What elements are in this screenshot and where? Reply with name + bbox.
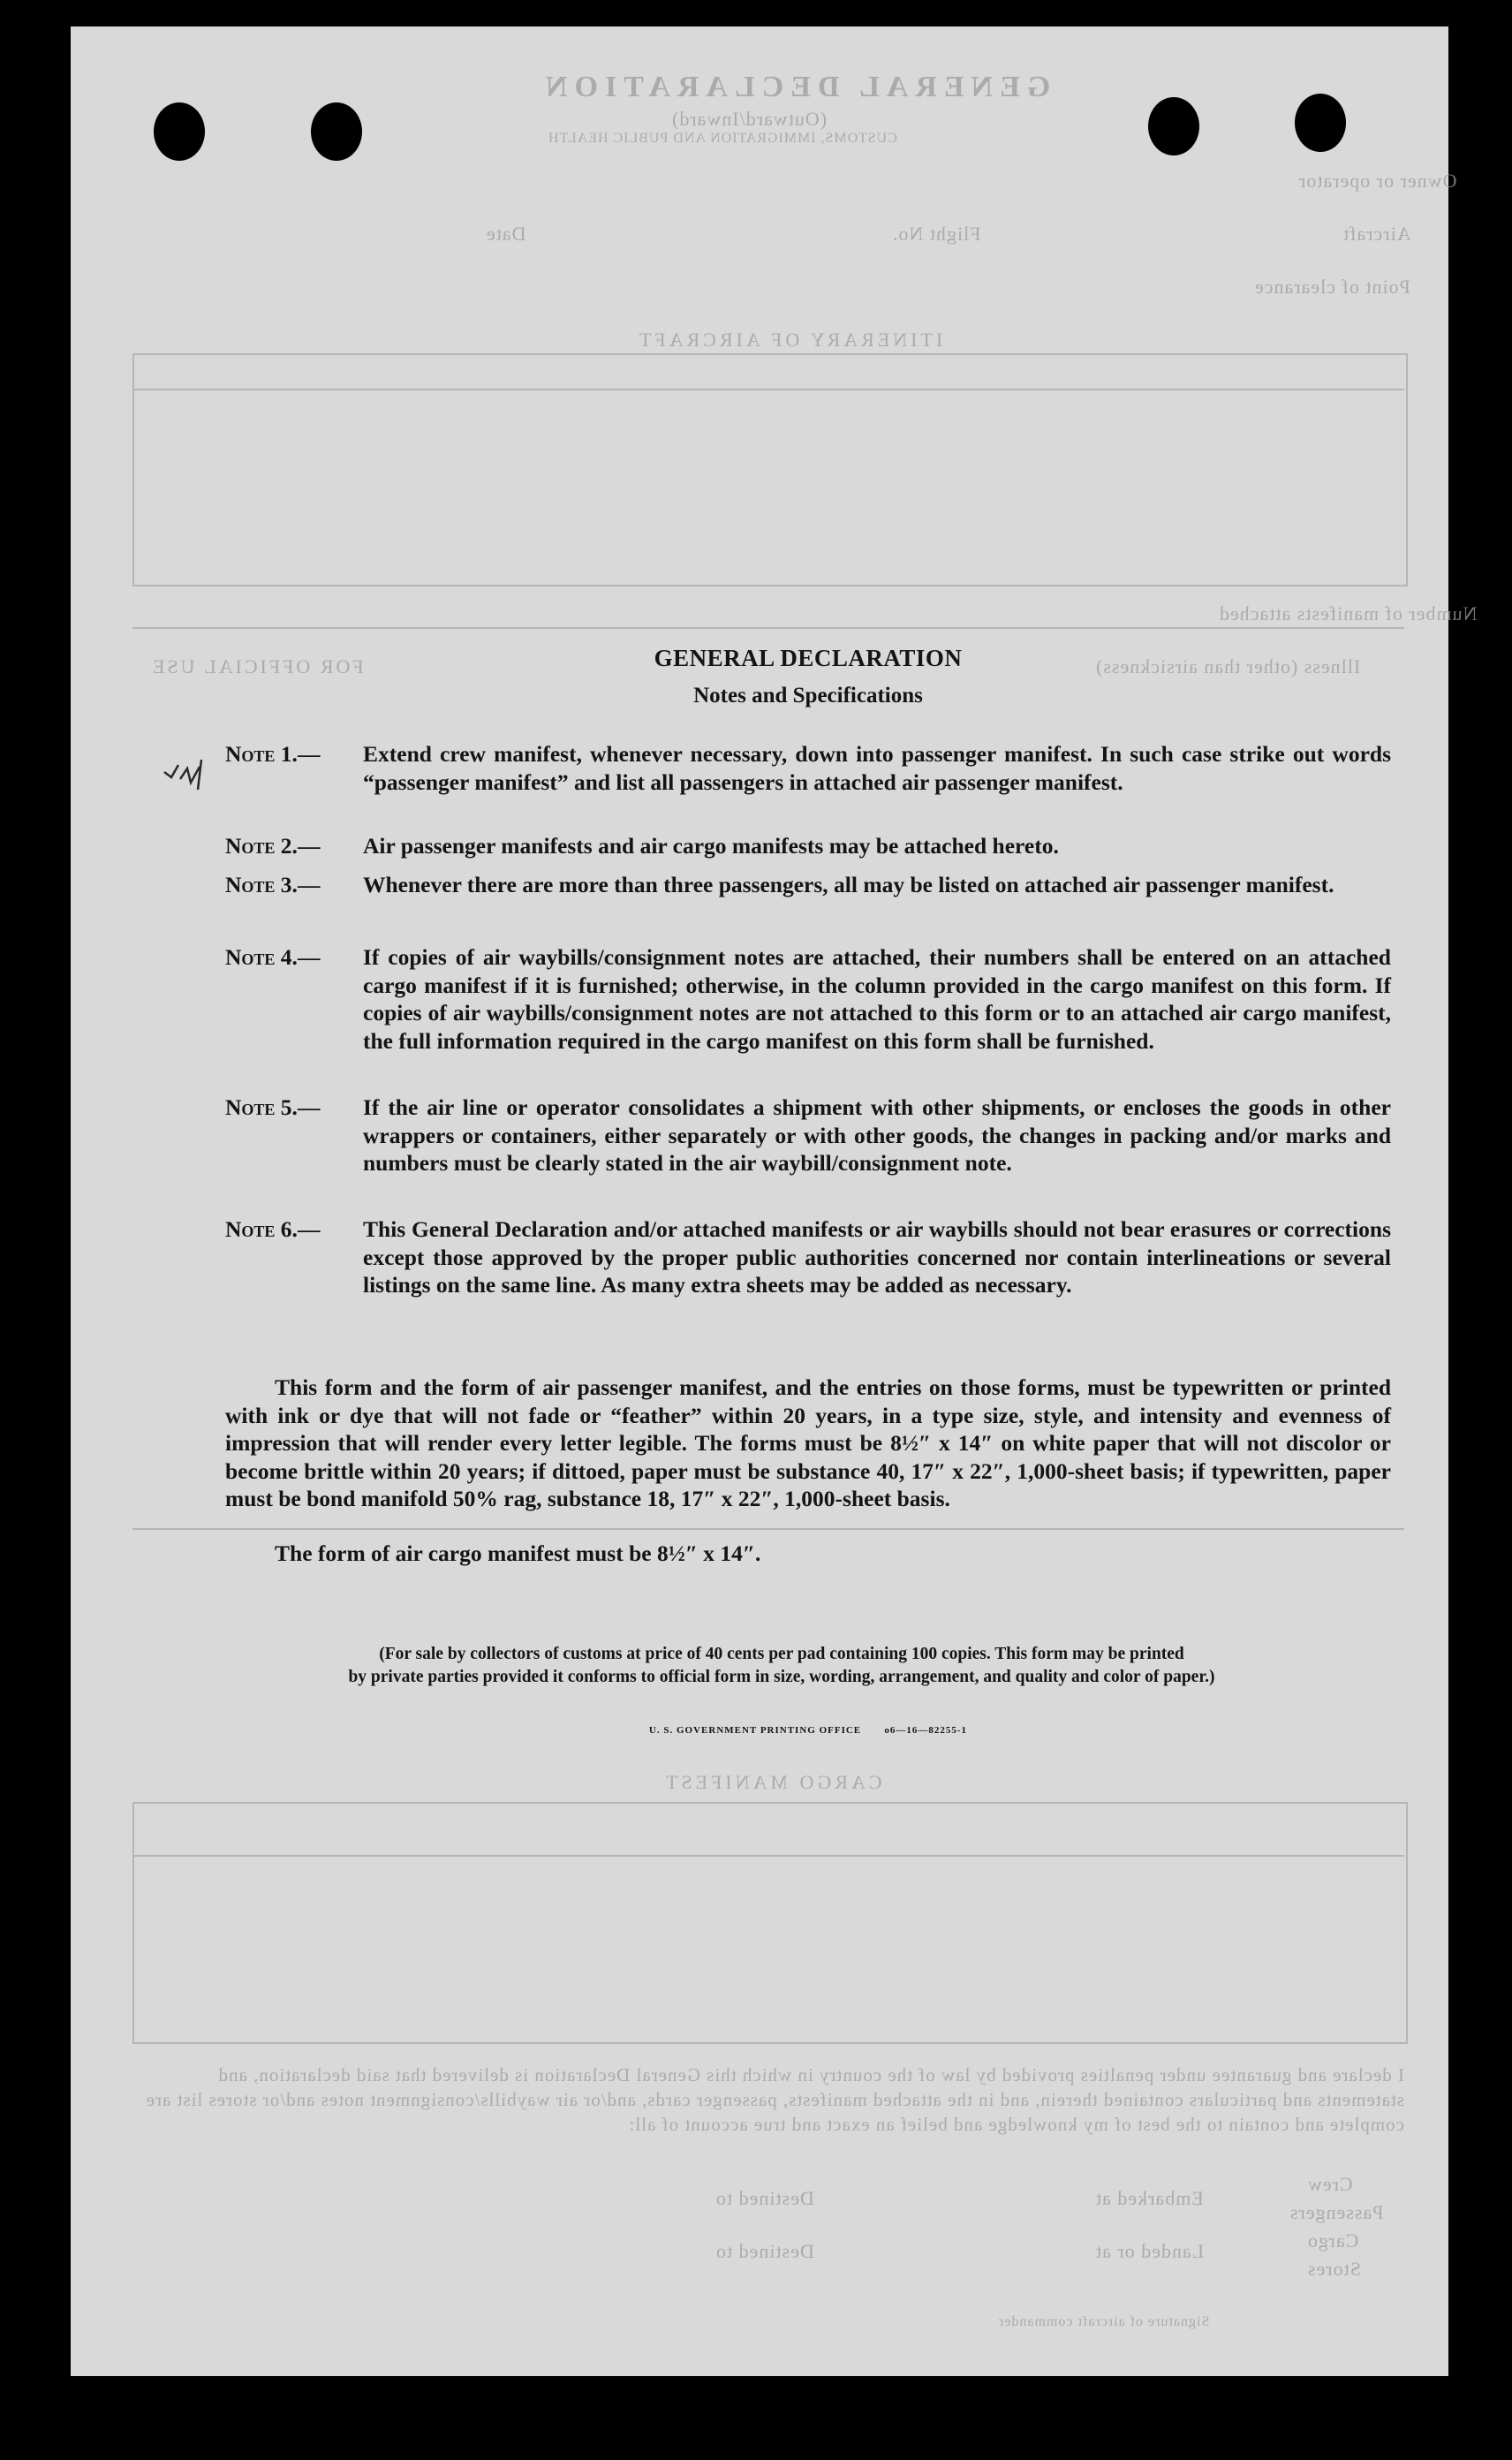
bleed-through-destined-1: Destined to bbox=[715, 2187, 814, 2209]
note-label: Note 2.— bbox=[225, 833, 321, 859]
punch-hole-left-1 bbox=[154, 102, 205, 161]
note-text: Air passenger manifests and air cargo manifests may be attached hereto. bbox=[363, 833, 1059, 859]
bleed-through-owner-label: Owner or operator bbox=[1298, 170, 1457, 192]
note-label-text: Note 5. bbox=[225, 1094, 298, 1120]
form-code: o6—16—82255-1 bbox=[884, 1725, 968, 1736]
sale-notice bbox=[172, 1643, 1391, 1689]
bleed-through-cargo-table bbox=[132, 1802, 1408, 2044]
bleed-through-date-label: Date bbox=[486, 223, 526, 245]
note-4 bbox=[225, 943, 1391, 1055]
note-2 bbox=[225, 832, 1391, 860]
bleed-through-clearance-label: Point of clearance bbox=[1254, 276, 1410, 298]
sale-notice-line-2: by private parties provided it conforms to official form in size, wording, arrangement, and quality and color of paper.) bbox=[348, 1668, 1215, 1686]
bleed-through-cargo: Cargo bbox=[1307, 2229, 1359, 2252]
bleed-through-cargo-header-rule bbox=[132, 1855, 1404, 1857]
note-text: This General Declaration and/or attached manifests or air waybills should not bear erasures or corrections except those approved by the proper public authorities concerned nor contain interlineations or several listings on the same line. As many extra sheets may be added as necessary. bbox=[363, 1216, 1391, 1298]
bleed-through-crew: Crew bbox=[1307, 2173, 1353, 2195]
bleed-through-stores: Stores bbox=[1307, 2258, 1361, 2280]
note-label-text: Note 3. bbox=[225, 872, 298, 897]
document-page bbox=[71, 26, 1478, 2376]
note-label-text: Note 2. bbox=[225, 833, 298, 859]
bleed-through-header-sub2: CUSTOMS, IMMIGRATION AND PUBLIC HEALTH bbox=[548, 131, 897, 146]
bleed-through-official-use: FOR OFFICIAL USE bbox=[150, 655, 364, 677]
note-text: Extend crew manifest, whenever necessary, down into passenger manifest. In such case strike out words “passenger manifest” and list all passengers in attached air passenger manifest. bbox=[363, 741, 1391, 795]
note-label: Note 6.— bbox=[225, 1216, 321, 1242]
bleed-through-illness-label: Illness (other than airsickness) bbox=[1095, 655, 1361, 677]
pencil-mark-icon bbox=[161, 756, 214, 791]
page-subtitle: Notes and Specifications bbox=[693, 684, 923, 708]
bleed-through-manifests-label: Number of manifests attached bbox=[1219, 602, 1478, 624]
note-text: Whenever there are more than three passengers, all may be listed on attached air passenger manifest. bbox=[363, 872, 1334, 897]
note-text: If the air line or operator consolidates a shipment with other shipments, or encloses the goods in other wrappers or containers, either separately or with other goods, the changes in packing and/or marks and numbers must be clearly stated in the air waybill/consignment note. bbox=[363, 1094, 1391, 1176]
note-5 bbox=[225, 1094, 1391, 1177]
bleed-through-declare-text: I declare and guarantee under penalties provided by law of the country in which this General Declaration is delivered that said declaration, and statements and particulars contained therein, and in the attached manifests, passenger cards, and/or air waybills/consignment notes and/or stores list are complete and contain to the best of my knowledge and belief an exact and true account of all: bbox=[145, 2064, 1404, 2135]
note-text: If copies of air waybills/consignment notes are attached, their numbers shall be entered on an attached cargo manifest if it is furnished; otherwise, in the column provided in the cargo manifest on this form. If copies of air waybills/consignment notes are not attached to this form or to an attached air cargo manifest, the full information required in the cargo manifest on this form shall be furnished. bbox=[363, 944, 1391, 1054]
sale-notice-line-1: (For sale by collectors of customs at price of 40 cents per pad containing 100 copies. This form may be printed bbox=[379, 1645, 1184, 1663]
bleed-through-flight-label: Flight No. bbox=[892, 223, 981, 245]
bleed-through-passengers: Passengers bbox=[1289, 2201, 1384, 2223]
bleed-through-landed: Landed or at bbox=[1095, 2240, 1205, 2262]
bleed-through-destined-2: Destined to bbox=[715, 2240, 814, 2262]
note-label-text: Note 6. bbox=[225, 1216, 298, 1242]
cargo-manifest-size-line: The form of air cargo manifest must be 8½″ x 14″. bbox=[275, 1540, 761, 1566]
bleed-through-aircraft-label: Aircraft bbox=[1342, 223, 1411, 245]
note-label-text: Note 1. bbox=[225, 741, 298, 767]
note-6 bbox=[225, 1215, 1391, 1299]
note-label: Note 1.— bbox=[225, 741, 321, 767]
bleed-through-header-title: GENERAL DECLARATION bbox=[539, 71, 1051, 103]
bleed-through-cargo-manifest: CARGO MANIFEST bbox=[662, 1771, 882, 1793]
form-specifications-paragraph: This form and the form of air passenger manifest, and the entries on those forms, must be typewritten or printed with ink or dye that will not fade or “feather” within 20 years, in a type size, style, and intensity and evenness of impression that will render every letter legible. The forms must be 8½″ x 14″ on white paper that will not discolor or become brittle within 20 years; if dittoed, paper must be substance 40, 17″ x 22″, 1,000-sheet basis; if typewritten, paper must be bond manifold 50% rag, substance 18, 17″ x 22″, 1,000-sheet basis. bbox=[225, 1374, 1391, 1511]
printer-imprint bbox=[225, 1725, 1391, 1736]
page-title: GENERAL DECLARATION bbox=[654, 645, 963, 671]
punch-hole-right-1 bbox=[1148, 97, 1199, 155]
bleed-through-embarked: Embarked at bbox=[1095, 2187, 1204, 2209]
note-label: Note 5.— bbox=[225, 1094, 321, 1120]
bleed-through-itinerary-rule bbox=[132, 389, 1404, 390]
bleed-through-mid-rule bbox=[132, 627, 1404, 629]
note-1 bbox=[225, 740, 1391, 796]
punch-hole-right-2 bbox=[1295, 94, 1346, 152]
note-label: Note 4.— bbox=[225, 944, 321, 970]
note-label: Note 3.— bbox=[225, 872, 321, 897]
bleed-through-mid-rule-2 bbox=[132, 1528, 1404, 1530]
bleed-through-header-sub1: (Outward/Inward) bbox=[671, 108, 828, 130]
note-label-text: Note 4. bbox=[225, 944, 298, 970]
printer-name: U. S. GOVERNMENT PRINTING OFFICE bbox=[648, 1725, 862, 1736]
punch-hole-left-2 bbox=[311, 102, 362, 161]
bleed-through-signature: Signature of aircraft commander bbox=[998, 2314, 1210, 2329]
bleed-through-itinerary: ITINERARY OF AIRCRAFT bbox=[636, 329, 943, 351]
note-3 bbox=[225, 871, 1391, 899]
